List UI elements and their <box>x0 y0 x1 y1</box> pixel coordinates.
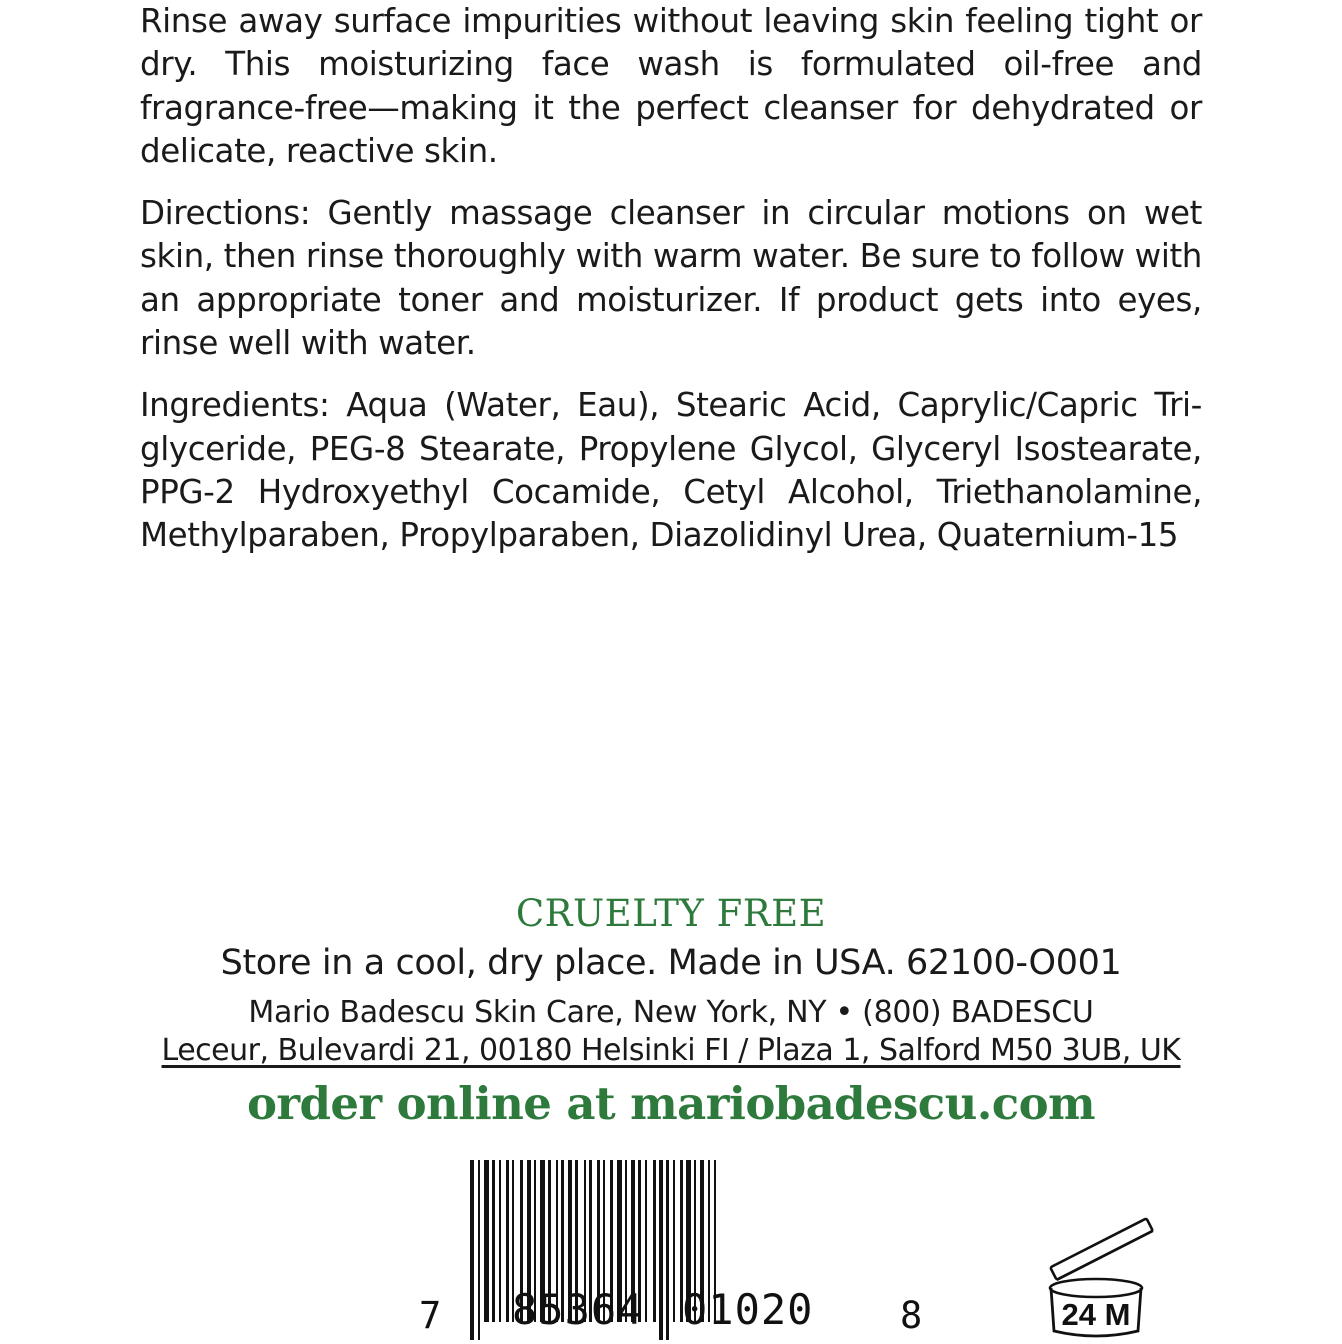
directions-paragraph <box>140 192 1202 365</box>
storage-note: Store in a cool, dry place. Made in USA. 62100-O001 <box>220 943 1122 983</box>
cruelty-free-heading: CRUELTY FREE <box>515 892 827 935</box>
directions-label: Directions: <box>140 194 311 233</box>
product-copy <box>140 0 1202 558</box>
pao-label: 24 M <box>1061 1297 1131 1332</box>
directions-text: Gently massage cleanser in circular motions on wet skin, then rinse thoroughly with warm water. Be sure to follow with an appropriate toner and moisturizer. If product gets into eyes, rinse well with water. <box>140 194 1202 363</box>
address-text: Leceur, Bulevardi 21, 00180 Helsinki FI / Plaza 1, Salford M50 3UB, UK <box>161 1033 1181 1068</box>
period-after-opening-symbol <box>1040 1215 1160 1340</box>
barcode-bars <box>415 1158 935 1342</box>
ingredients-label: Ingredients: <box>140 386 330 425</box>
barcode-group-right: 01020 <box>682 1285 814 1334</box>
barcode-left-digit: 7 <box>419 1294 442 1337</box>
eu-uk-address <box>0 1033 1342 1069</box>
order-online-link[interactable]: order online at mariobadescu.com <box>247 1077 1095 1130</box>
ingredients-text: Aqua (Water, Eau), Stearic Acid, Caprylic/Capric Tri-glyceride, PEG-8 Stearate, Propylene Glycol, Glyceryl Isostearate, PPG-2 Hydroxyethyl Cocamide, Cetyl Alcohol, Triethanolamine, Methylparaben, Propylparaben, Diazolidinyl Urea, Quaternium-15 <box>140 386 1202 555</box>
barcode <box>415 1158 935 1342</box>
barcode-group-left: 85364 <box>512 1285 644 1334</box>
product-description: Rinse away surface impurities without leaving skin feeling tight or dry. This moisturizing face wash is formulated oil-free and fragrance-free—making it the perfect cleanser for dehydrated or delicate, reactive skin. <box>140 2 1202 170</box>
company-info: Mario Badescu Skin Care, New York, NY • (800) BADESCU <box>248 995 1094 1030</box>
ingredients-paragraph <box>140 384 1202 557</box>
barcode-right-digit: 8 <box>900 1294 923 1337</box>
